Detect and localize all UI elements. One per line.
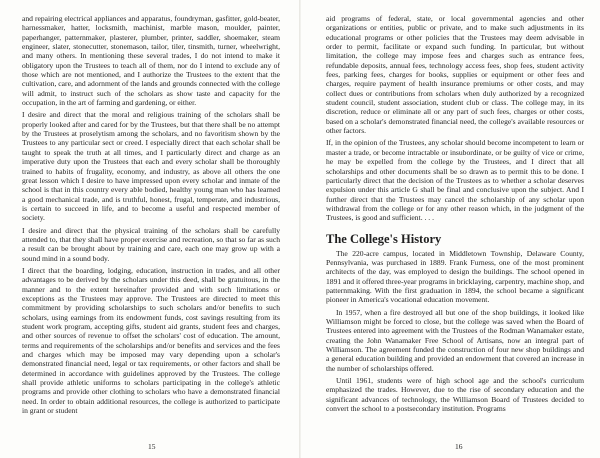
paragraph: and repairing electrical appliances and apparatus, foundryman, gasfitter, gold-beater, harnessmaker, hatter, locksmith, machinist, marble mason, moulder, painter, paperhanger, patternmaker, plasterer, plumber, printer, saddler, shoemaker, steam engineer, slater, stonecutter, stonemason, tailor, tiler, tinsmith, turner, wheelwright, and many others. In mentioning these several trades, I do not intend to make it obligatory upon the Trustees to teach all of them, nor do I intend to exclude any of those which are not mentioned, and I authorize the Trustees to the extent that the cultivation, care, and adornment of the lands and grounds connected with the college will admit, to instruct such of the scholars as show taste and capacity for the occupation, in the art of farming and gardening, or either. (22, 14, 280, 108)
paragraph: If, in the opinion of the Trustees, any scholar should become incompetent to learn or master a trade, or become intractable or insubordinate, or be guilty of vice or crime, he may be expelled from the college by the Trustees, and I direct that all scholarships and other documents shall be so drawn as to permit this to be done. I particularly direct that the decision of the Trustees as to whether a scholar deserves expulsion under this article G shall be final and conclusive upon the subject. And I further direct that the Trustees may cancel the scholarship of any scholar upon withdrawal from the college or for any other reason which, in the judgment of the Trustees, is good and sufficient. . . . (326, 138, 584, 223)
paragraph: Until 1961, students were of high school age and the school's curriculum emphasized the trades. However, due to the rise of secondary education and the significant advances of technology, the Williamson Board of Trustees decided to convert the school to a postsecondary institution. Programs (326, 376, 584, 414)
paragraph: I direct that the boarding, lodging, education, instruction in trades, and all other advantages to be derived by the scholars under this deed, shall be gratuitous, in the manner and to the extent hereinafter provided and with such limitations or exceptions as the Trustees may approve. The Trustees are directed to meet this commitment by providing scholarships to such scholars and/or benefits to such scholars, using earnings from its endowment funds, cost savings resulting from its student work program, accepting gifts, student aid grants, student fees and charges, and other sources of revenue to offset the scholars' cost of education. The amount, terms and requirements of the scholarships and/or benefits and services and the fees and charges which may be imposed may vary depending upon a scholar's demonstrated financial need, legal or tax requirements, or other factors and shall be determined in accordance with guidelines approved by the Trustees. The college shall provide athletic uniforms to scholars participating in the college's athletic programs and provide other clothing to scholars who have a demonstrated financial need. In order to obtain additional resources, the college is authorized to participate in grant or student (22, 265, 280, 416)
paragraph: I desire and direct that the moral and religious training of the scholars shall be properly looked after and cared for by the Trustees, but that there shall be no attempt by the Trustees at proselytism among the scholars, and no favoritism shown by the Trustees to any particular sect or creed. I especially direct that each scholar shall be taught to speak the truth at all times, and I particularly direct and charge as an imperative duty upon the Trustees that each and every scholar shall be thoroughly trained to habits of frugality, economy, and industry, as above all others the one great lesson which I desire to have impressed upon every scholar and inmate of the school is that in this country every able bodied, healthy young man who has learned a good mechanical trade, and is truthful, honest, frugal, temperate, and industrious, is certain to succeed in life, and to become a useful and respected member of society. (22, 110, 280, 223)
paragraph: I desire and direct that the physical training of the scholars shall be carefully attended to, that they shall have proper exercise and recreation, so that so far as such a result can be brought about by training and care, each one may grow up with a sound mind in a sound body. (22, 225, 280, 263)
paragraph: aid programs of federal, state, or local governmental agencies and other organizations or entities, public or private, and to make such adjustments in its educational programs or other policies that the Trustees may deem advisable in order to permit, facilitate or expand such funding. In particular, but without limitation, the college may impose fees and charges such as entrance fees, refundable deposits, annual fees, technology access fees, shop fees, student activity fees, parking fees, charges for books, supplies or equipment or other fees and charges, require payment of health insurance premiums or other costs, and may collect dues or contributions from scholars when duly authorized by a recognized student council, student association, student club or class. The college may, in its discretion, reduce or eliminate all or any part of such fees, charges or other costs, based on a scholar's demonstrated financial need, the college's available resources or other factors. (326, 14, 584, 136)
page-number: 15 (148, 442, 156, 451)
left-page (22, 14, 280, 438)
section-heading: The College's History (326, 231, 442, 246)
right-page-body (326, 14, 584, 413)
right-page (326, 14, 584, 438)
page-number: 16 (455, 442, 463, 451)
left-page-body (22, 14, 280, 415)
paragraph: In 1957, when a fire destroyed all but one of the shop buildings, it looked like Williamson might be forced to close, but the college was saved when the Board of Trustees entered into agreement with the Trustees of the Rodman Wanamaker estate, creating the John Wanamaker Free School of Artisans, now an integral part of Williamson. The agreement funded the construction of four new shop buildings and a general education building and provided an endowment that covered an increase in the number of scholarships offered. (326, 307, 584, 373)
paragraph: The 220-acre campus, located in Middletown Township, Delaware County, Pennsylvania, was purchased in 1889. Frank Furness, one of the most prominent architects of the day, was employed to design the buildings. The school opened in 1891 and it offered three-year programs in bricklaying, carpentry, machine shop, and patternmaking. With the first graduation in 1894, the school became a significant pioneer in America's vocational education movement. (326, 248, 584, 305)
page-gutter (299, 0, 301, 458)
